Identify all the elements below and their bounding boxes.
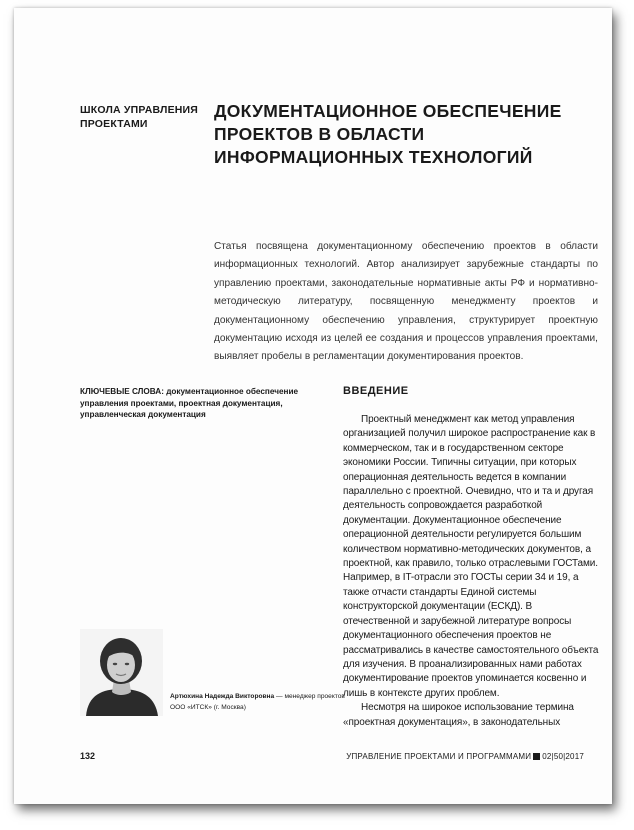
keywords: КЛЮЧЕВЫЕ СЛОВА: документационное обеспечение управления проектами, проектная документация, управленческая документация — [80, 387, 299, 419]
journal-footer — [346, 752, 584, 761]
square-separator-icon — [533, 753, 540, 760]
author-role: — менеджер проектов ООО «ИТСК» (г. Москва) — [170, 693, 345, 711]
page-number: 132 — [80, 751, 96, 761]
journal-issue: 02|50|2017 — [542, 752, 584, 761]
introduction-heading: ВВЕДЕНИЕ — [343, 385, 409, 397]
section-label: ШКОЛА УПРАВЛЕНИЯ ПРОЕКТАМИ — [80, 104, 199, 130]
journal-page — [14, 8, 612, 804]
author-portrait-icon — [80, 629, 163, 716]
paragraph: Несмотря на широкое использование термина «проектная документация», в законодательных — [343, 702, 574, 728]
abstract: Статья посвящена документационному обеспечению проектов в области информационных технологий. Автор анализирует зарубежные стандарты по управлению проектами, законодательные нормативные акты РФ и нормативно-методическую литературу, посвященную менеджменту проектов и документационному обеспечению управления, структурирует проектную документацию исходя из целей ее создания и процессов управления проектами, выявляет пробелы в регламентации документирования проектов. — [214, 241, 598, 363]
introduction-body — [343, 413, 599, 730]
author-caption — [170, 692, 350, 713]
author-photo — [80, 629, 163, 716]
paragraph: Проектный менеджмент как метод управления организацией получил широкое распространение как в коммерческом, так и в государственном секторе экономики России. Типичны ситуации, при которых операционная деятельность ведется в компании параллельно с проектной. Очевидно, что и та и другая деятельность сопровождается разработкой документации. Документационное обеспечение операционной деятельности регулируется большим количеством нормативно-методических документов, а проектной, как правило, только отраслевыми ГОСТами. Например, в IT-отрасли это ГОСТы серии 34 и 19, а также отчасти стандарты Единой системы конструкторской документации (ЕСКД). В отечественной и зарубежной литературе вопросы документационного обеспечения проектов не рассматривались в качестве самостоятельного объекта для изучения. В проанализированных нами работах документирование проектов упоминается косвенно и лишь в контексте других проблем. — [343, 414, 599, 699]
author-name: Артюхина Надежда Викторовна — [170, 693, 275, 700]
article-title: ДОКУМЕНТАЦИОННОЕ ОБЕСПЕЧЕНИЕ ПРОЕКТОВ В ОБЛАСТИ ИНФОРМАЦИОННЫХ ТЕХНОЛОГИЙ — [214, 101, 562, 167]
journal-name: УПРАВЛЕНИЕ ПРОЕКТАМИ И ПРОГРАММАМИ — [346, 752, 532, 761]
